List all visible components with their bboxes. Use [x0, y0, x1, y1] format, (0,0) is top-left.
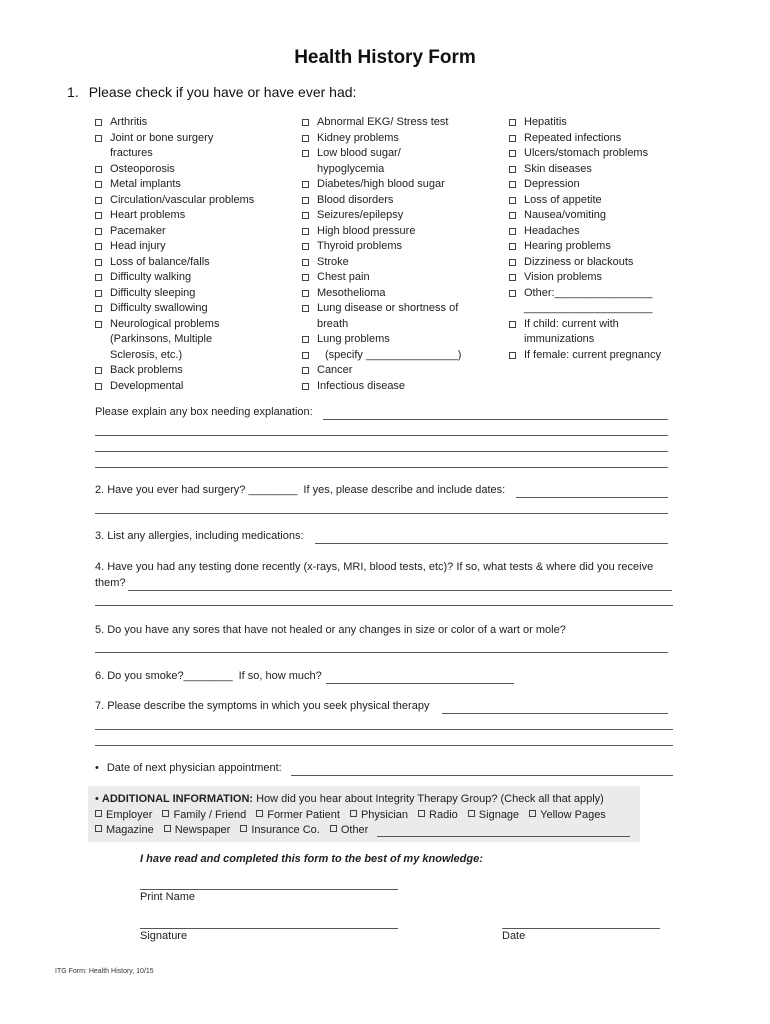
condition-label: Lung problems: [317, 333, 390, 345]
testing-field[interactable]: [128, 590, 672, 591]
question-6: [95, 670, 322, 682]
referral-option-label: Yellow Pages: [540, 809, 606, 821]
question-6-amount: If so, how much?: [238, 670, 322, 682]
condition-label: Arthritis: [110, 116, 148, 128]
condition-item[interactable]: [509, 239, 661, 255]
condition-item[interactable]: [95, 131, 254, 147]
referral-options-row-2: [95, 824, 378, 836]
referral-other-field[interactable]: [377, 836, 630, 837]
condition-item[interactable]: [302, 146, 461, 162]
condition-item[interactable]: [302, 115, 461, 131]
question-6-smoke: 6. Do you smoke?________: [95, 670, 233, 682]
condition-label: Low blood sugar/: [317, 147, 401, 159]
condition-label: Lung disease or shortness of: [317, 302, 459, 314]
referral-option[interactable]: [468, 809, 519, 821]
condition-item[interactable]: [302, 255, 461, 271]
condition-item[interactable]: [302, 301, 461, 317]
condition-item[interactable]: [95, 317, 254, 333]
checkbox[interactable]: [509, 197, 516, 204]
question-2-text: 2. Have you ever had surgery? ________: [95, 484, 298, 496]
condition-item-continued: [95, 146, 254, 162]
checkbox[interactable]: [162, 810, 169, 817]
condition-item[interactable]: [302, 363, 461, 379]
bullet-icon: •: [95, 762, 99, 774]
referral-option-label: Signage: [478, 809, 520, 821]
condition-item[interactable]: [302, 286, 461, 302]
condition-item-continued: [95, 332, 254, 348]
checkbox[interactable]: [302, 150, 309, 157]
condition-label: Mesothelioma: [317, 286, 386, 299]
checkbox[interactable]: [330, 825, 337, 832]
condition-label: _____________________: [524, 302, 653, 314]
checkbox[interactable]: [240, 825, 247, 832]
form-footer: ITG Form: Health History, 10/15: [55, 968, 154, 975]
condition-label: Infectious disease: [317, 379, 406, 392]
referral-option[interactable]: [350, 809, 408, 821]
next-appointment-field[interactable]: [291, 775, 673, 776]
checkbox[interactable]: [95, 825, 102, 832]
condition-label: hypoglycemia: [317, 162, 385, 175]
checkbox[interactable]: [95, 119, 102, 126]
referral-option-label: Magazine: [106, 824, 154, 836]
checkbox[interactable]: [509, 259, 516, 266]
next-appointment: [95, 762, 282, 774]
checkbox[interactable]: [302, 197, 309, 204]
checkbox[interactable]: [95, 321, 102, 328]
condition-item[interactable]: [509, 286, 661, 302]
condition-item[interactable]: [302, 208, 461, 224]
condition-item[interactable]: [509, 193, 661, 209]
next-appointment-label: Date of next physician appointment:: [106, 762, 282, 774]
referral-option[interactable]: [418, 809, 458, 821]
checkbox[interactable]: [302, 119, 309, 126]
checkbox[interactable]: [509, 166, 516, 173]
condition-label: Loss of balance/falls: [110, 255, 210, 268]
condition-item[interactable]: [95, 363, 254, 379]
question-3: 3. List any allergies, including medications:: [95, 530, 304, 542]
condition-label: Difficulty walking: [110, 271, 192, 283]
explain-field[interactable]: [323, 419, 668, 420]
referral-option[interactable]: [95, 809, 152, 821]
condition-label: Headaches: [524, 224, 580, 237]
referral-option[interactable]: [164, 824, 231, 836]
checkbox[interactable]: [95, 290, 102, 297]
condition-label: Blood disorders: [317, 193, 394, 206]
additional-label: ADDITIONAL INFORMATION:: [101, 793, 254, 805]
condition-column-3: [509, 115, 661, 363]
checkbox[interactable]: [302, 305, 309, 312]
checkbox[interactable]: [509, 119, 516, 126]
condition-label: Thyroid problems: [317, 240, 402, 252]
condition-label: Stroke: [317, 255, 349, 268]
condition-label: immunizations: [524, 333, 595, 345]
condition-label: Difficulty swallowing: [110, 302, 208, 314]
condition-label: Osteoporosis: [110, 162, 175, 175]
question-1: [67, 84, 356, 100]
condition-label: Chest pain: [317, 271, 370, 283]
question-5: 5. Do you have any sores that have not healed or any changes in size or color of a wart or mole?: [95, 624, 566, 636]
condition-label: Hearing problems: [524, 240, 611, 252]
checkbox[interactable]: [509, 150, 516, 157]
signature-field[interactable]: [140, 928, 398, 929]
condition-label: Back problems: [110, 364, 183, 376]
checkbox[interactable]: [95, 228, 102, 235]
condition-label: Skin diseases: [524, 162, 592, 175]
condition-item[interactable]: [95, 224, 254, 240]
condition-item[interactable]: [95, 162, 254, 178]
condition-item[interactable]: [95, 208, 254, 224]
checkbox[interactable]: [509, 290, 516, 297]
question-4-line-2: them?: [95, 577, 126, 589]
checkbox[interactable]: [256, 810, 263, 817]
condition-label: Depression: [524, 178, 580, 190]
question-7: 7. Please describe the symptoms in which you seek physical therapy: [95, 700, 430, 712]
condition-label: Cancer: [317, 364, 353, 376]
condition-label: Joint or bone surgery: [110, 131, 214, 144]
checkbox[interactable]: [95, 367, 102, 374]
condition-item[interactable]: [509, 146, 661, 162]
condition-label: Heart problems: [110, 209, 186, 221]
referral-option[interactable]: [162, 809, 246, 821]
checkbox[interactable]: [302, 212, 309, 219]
condition-label: (specify _______________): [325, 348, 462, 361]
surgery-dates-field-line[interactable]: [95, 513, 668, 514]
condition-item-continued: [302, 162, 461, 178]
condition-column-1: [95, 115, 254, 394]
referral-option-label: Newspaper: [174, 824, 231, 836]
condition-item-continued: [95, 348, 254, 364]
checkbox[interactable]: [95, 181, 102, 188]
symptoms-field-line[interactable]: [95, 729, 673, 730]
condition-item[interactable]: [509, 255, 661, 271]
checkbox[interactable]: [95, 212, 102, 219]
condition-label: Hepatitis: [524, 116, 567, 128]
checkbox[interactable]: [302, 383, 309, 390]
condition-label: Vision problems: [524, 271, 603, 283]
condition-item-continued: [302, 317, 461, 333]
condition-label: If child: current with: [524, 317, 619, 330]
sores-field[interactable]: [95, 652, 668, 653]
checkbox[interactable]: [509, 321, 516, 328]
condition-item[interactable]: [95, 301, 254, 317]
checkbox[interactable]: [509, 274, 516, 281]
referral-option-label: Employer: [106, 809, 153, 821]
checkbox[interactable]: [302, 135, 309, 142]
condition-item-continued: [509, 332, 661, 348]
condition-label: Circulation/vascular problems: [110, 193, 255, 206]
condition-item[interactable]: [302, 239, 461, 255]
condition-label: High blood pressure: [317, 224, 416, 237]
condition-label: (Parkinsons, Multiple: [110, 333, 213, 345]
referral-option[interactable]: [529, 809, 606, 821]
condition-item[interactable]: [302, 177, 461, 193]
checkbox[interactable]: [529, 810, 536, 817]
additional-header: [95, 793, 604, 805]
checkbox[interactable]: [509, 181, 516, 188]
checkbox[interactable]: [302, 352, 309, 359]
condition-item[interactable]: [509, 270, 661, 286]
checkbox[interactable]: [95, 383, 102, 390]
condition-label: fractures: [110, 147, 153, 159]
checkbox[interactable]: [302, 367, 309, 374]
surgery-dates-field[interactable]: [516, 497, 668, 498]
checkbox[interactable]: [350, 810, 357, 817]
condition-label: Ulcers/stomach problems: [524, 147, 649, 159]
allergies-field[interactable]: [315, 543, 668, 544]
checkbox[interactable]: [509, 212, 516, 219]
referral-option[interactable]: [240, 824, 319, 836]
condition-label: Metal implants: [110, 178, 181, 190]
condition-item[interactable]: [509, 177, 661, 193]
smoke-amount-field[interactable]: [326, 683, 514, 684]
condition-item[interactable]: [509, 208, 661, 224]
condition-label: Difficulty sleeping: [110, 286, 196, 299]
checkbox[interactable]: [302, 181, 309, 188]
condition-item[interactable]: [95, 239, 254, 255]
condition-item[interactable]: [95, 270, 254, 286]
condition-item[interactable]: [95, 193, 254, 209]
condition-item-continued: [509, 301, 661, 317]
checkbox[interactable]: [302, 274, 309, 281]
additional-question: How did you hear about Integrity Therapy Group? (Check all that apply): [256, 793, 604, 805]
condition-item[interactable]: [302, 224, 461, 240]
referral-option-label: Former Patient: [267, 809, 340, 821]
condition-item[interactable]: [509, 348, 661, 364]
referral-option-label: Physician: [360, 809, 409, 821]
condition-label: Diabetes/high blood sugar: [317, 178, 445, 190]
checkbox[interactable]: [164, 825, 171, 832]
question-4-line-1: 4. Have you had any testing done recently (x-rays, MRI, blood tests, etc)? If so, what tests & where did you receive: [95, 561, 654, 573]
additional-information-box: [88, 786, 640, 842]
checkbox[interactable]: [302, 336, 309, 343]
referral-option-label: Other: [340, 824, 369, 836]
condition-item[interactable]: [302, 332, 461, 348]
condition-label: Loss of appetite: [524, 193, 602, 206]
condition-column-2: [302, 115, 461, 394]
condition-item[interactable]: [509, 131, 661, 147]
checkbox[interactable]: [95, 243, 102, 250]
checkbox[interactable]: [302, 243, 309, 250]
condition-item[interactable]: [302, 379, 461, 395]
condition-item[interactable]: [509, 317, 661, 333]
referral-options-row-1: [95, 809, 616, 821]
referral-option[interactable]: [95, 824, 154, 836]
condition-label: breath: [317, 317, 349, 330]
question-2: [95, 484, 505, 496]
print-name-label: Print Name: [140, 891, 196, 903]
symptoms-field-line[interactable]: [95, 745, 673, 746]
explain-field-line[interactable]: [95, 467, 668, 468]
checkbox[interactable]: [509, 135, 516, 142]
checkbox[interactable]: [95, 166, 102, 173]
bullet-icon: •: [95, 793, 99, 805]
checkbox[interactable]: [302, 290, 309, 297]
condition-label: Kidney problems: [317, 131, 399, 144]
checkbox[interactable]: [95, 274, 102, 281]
condition-item[interactable]: [95, 177, 254, 193]
condition-label: Seizures/epilepsy: [317, 209, 404, 221]
form-title: Health History Form: [294, 47, 476, 68]
checkbox[interactable]: [95, 135, 102, 142]
condition-label: If female: current pregnancy: [524, 348, 661, 361]
referral-option[interactable]: [256, 809, 340, 821]
checkbox[interactable]: [95, 810, 102, 817]
condition-item[interactable]: [95, 379, 254, 395]
checkbox[interactable]: [509, 243, 516, 250]
checkbox[interactable]: [95, 197, 102, 204]
condition-label: Pacemaker: [110, 224, 166, 237]
condition-label: Head injury: [110, 240, 166, 252]
explain-label: Please explain any box needing explanation:: [95, 406, 313, 418]
condition-item[interactable]: [509, 224, 661, 240]
checkbox[interactable]: [509, 228, 516, 235]
condition-label: Abnormal EKG/ Stress test: [317, 116, 449, 128]
explain-field-line[interactable]: [95, 435, 668, 436]
date-label: Date: [502, 930, 526, 942]
condition-label: Dizziness or blackouts: [524, 255, 634, 268]
checkbox[interactable]: [95, 305, 102, 312]
explain-field-line[interactable]: [95, 451, 668, 452]
condition-item[interactable]: [95, 286, 254, 302]
checkbox[interactable]: [302, 228, 309, 235]
question-1-text: Please check if you have or have ever had:: [88, 84, 357, 100]
condition-item[interactable]: [302, 348, 461, 364]
condition-label: Neurological problems: [110, 317, 220, 330]
checkbox[interactable]: [509, 352, 516, 359]
testing-field-line[interactable]: [95, 605, 673, 606]
condition-label: Nausea/vomiting: [524, 209, 606, 221]
referral-option-label: Radio: [429, 809, 458, 821]
date-field[interactable]: [502, 928, 660, 929]
condition-label: Developmental: [110, 379, 184, 392]
condition-item[interactable]: [95, 115, 254, 131]
question-2-followup: If yes, please describe and include dates:: [303, 484, 506, 496]
condition-item[interactable]: [509, 162, 661, 178]
referral-option[interactable]: [330, 824, 369, 836]
condition-label: Sclerosis, etc.): [110, 348, 183, 361]
condition-label: Repeated infections: [524, 131, 622, 144]
condition-item[interactable]: [95, 255, 254, 271]
referral-option-label: Family / Friend: [173, 809, 247, 821]
condition-item[interactable]: [302, 193, 461, 209]
question-1-number: 1.: [67, 84, 79, 100]
checkbox[interactable]: [302, 259, 309, 266]
checkbox[interactable]: [95, 259, 102, 266]
print-name-field[interactable]: [140, 889, 398, 890]
symptoms-field[interactable]: [442, 713, 668, 714]
condition-item[interactable]: [302, 131, 461, 147]
checkbox[interactable]: [468, 810, 475, 817]
checkbox[interactable]: [418, 810, 425, 817]
acknowledgement: I have read and completed this form to the best of my knowledge:: [140, 853, 483, 865]
condition-item[interactable]: [509, 115, 661, 131]
condition-label: Other:________________: [524, 286, 653, 299]
condition-item[interactable]: [302, 270, 461, 286]
signature-label: Signature: [140, 930, 188, 942]
referral-option-label: Insurance Co.: [251, 824, 320, 836]
